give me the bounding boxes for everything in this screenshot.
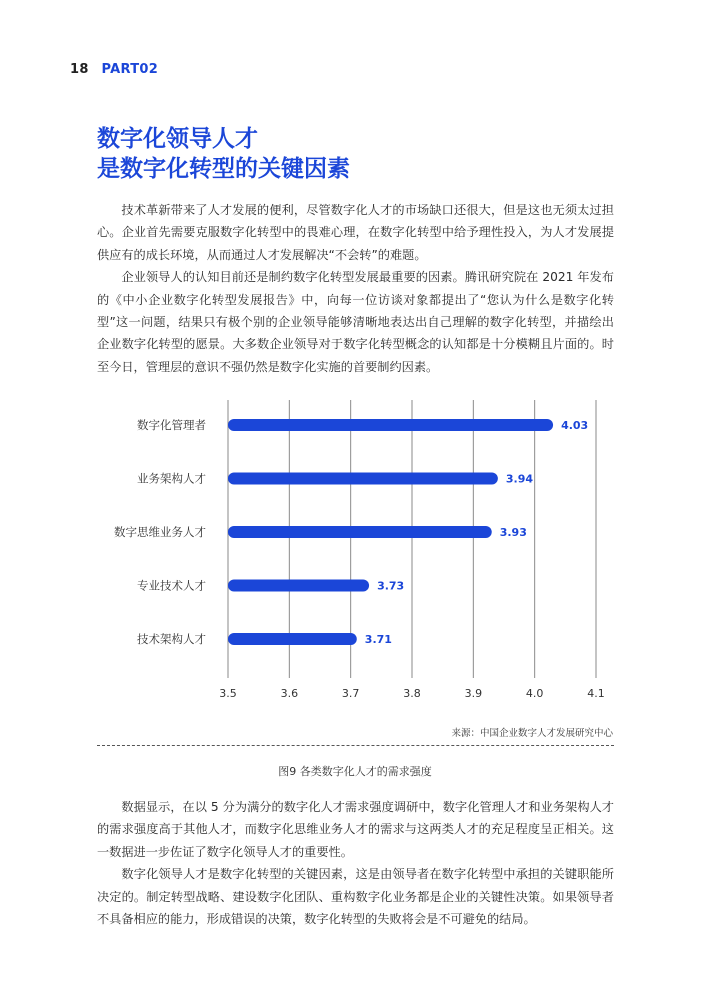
title-line-2: 是数字化转型的关键因素 — [97, 156, 350, 182]
x-tick-label: 3.8 — [403, 687, 421, 700]
page-header — [70, 62, 158, 77]
category-label: 数字化管理者 — [137, 418, 206, 432]
x-tick-label: 4.1 — [587, 687, 605, 700]
title-line-1: 数字化领导人才 — [97, 126, 258, 152]
data-label: 3.71 — [364, 633, 392, 646]
x-tick-label: 3.7 — [341, 687, 360, 700]
category-label: 业务架构人才 — [137, 471, 206, 486]
data-label: 3.73 — [377, 579, 405, 593]
bar — [228, 526, 492, 538]
bar-chart — [0, 390, 710, 710]
page-number: 18 — [70, 62, 89, 77]
data-label: 4.03 — [561, 419, 589, 432]
data-label: 3.93 — [499, 526, 527, 539]
intro-text — [97, 199, 614, 378]
chart-source: 来源：中国企业数字人才发展研究中心 — [451, 728, 613, 739]
category-label: 专业技术人才 — [137, 578, 206, 593]
data-label: 3.94 — [505, 472, 534, 486]
bar — [228, 473, 498, 485]
intro-paragraph-1: 技术革新带来了人才发展的便利，尽管数字化人才的市场缺口还很大，但是这也无须太过担心。企业首先需要克服数字化转型中的畏难心理，在数字化转型中给予理性投入，为人才发展提供应有的成长环境，从而通过人才发展解决“不会转”的难题。 — [97, 203, 614, 262]
x-tick-label: 3.9 — [464, 687, 483, 700]
bar — [228, 419, 553, 431]
category-label: 数字思维业务人才 — [114, 525, 206, 539]
category-label: 技术架构人才 — [137, 632, 206, 646]
x-tick-label: 3.6 — [280, 687, 299, 700]
x-tick-label: 4.0 — [525, 687, 544, 700]
x-tick-label: 3.5 — [219, 687, 237, 700]
outro-paragraph-2: 数字化领导人才是数字化转型的关键因素，这是由领导者在数字化转型中承担的关键职能所决定的。制定转型战略、建设数字化团队、重构数字化业务都是企业的关键性决策。如果领导者不具备相应的能力，形成错误的决策，数字化转型的失败将会是不可避免的结局。 — [97, 867, 614, 927]
outro-paragraph-1: 数据显示，在以 5 分为满分的数字化人才需求强度调研中，数字化管理人才和业务架构人才的需求强度高于其他人才，而数字化思维业务人才的需求与这两类人才的充足程度呈正相关。这一数据进一步佐证了数字化领导人才的重要性。 — [97, 800, 614, 859]
part-label: PART02 — [101, 62, 159, 77]
bar — [228, 633, 357, 645]
section-title — [97, 124, 350, 184]
intro-paragraph-2: 企业领导人的认知目前还是制约数字化转型发展最重要的因素。腾讯研究院在 2021 年发布的《中小企业数字化转型发展报告》中，向每一位访谈对象都提出了“您认为什么是数字化转型”这一问题，结果只有极个别的企业领导能够清晰地表达出自己理解的数字化转型，并描绘出企业数字化转型的愿景。大多数企业领导对于数字化转型概念的认知都是十分模糊且片面的。时至今日，管理层的意识不强仍然是数字化实施的首要制约因素。 — [97, 270, 614, 374]
divider — [97, 745, 614, 746]
figure-caption: 图9 各类数字化人才的需求强度 — [278, 765, 432, 778]
bar — [228, 580, 369, 592]
outro-text — [97, 796, 614, 930]
